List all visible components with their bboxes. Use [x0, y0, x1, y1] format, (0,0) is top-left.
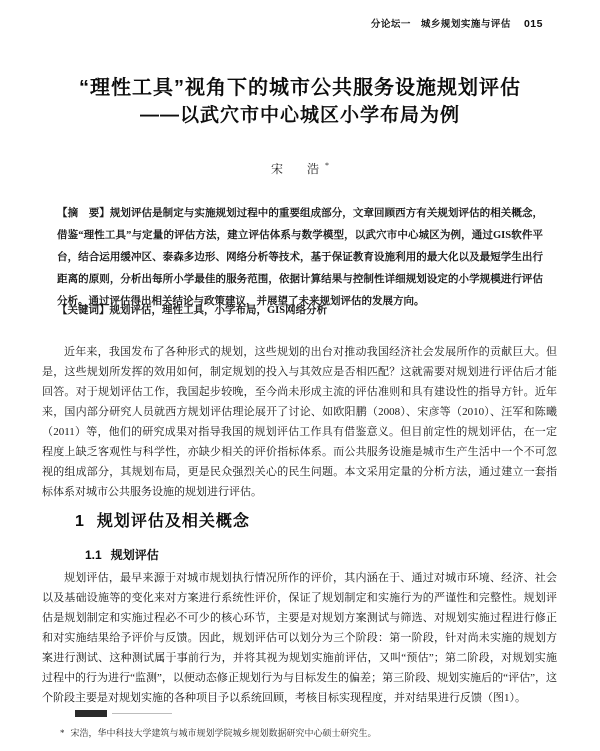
- section-title: 规划评估及相关概念: [96, 513, 250, 530]
- abstract: [57, 203, 543, 313]
- abstract-text: 规划评估是制定与实施规划过程中的重要组成部分，文章回顾西方有关规划评估的相关概念，借鉴“理性工具”与定量的评估方法，建立评估体系与数学模型，以武穴市中心城区为例，通过GIS软件平台，结合运用缓冲区、泰森多边形、网络分析等技术，基于保证教育设施利用的最大化以及最短学生出行距离的原则，分析出每所小学最佳的服务范围，依据计算结果与控制性详细规划设定的小学规模进行评估分析。通过评估得出相关结论与政策建议，并展望了未来规划评估的发展方向。: [57, 208, 544, 307]
- figure1-top-fragment: [75, 710, 107, 717]
- subsection-number: 1.1: [85, 548, 102, 562]
- subsection-heading-1-1: [85, 546, 159, 563]
- paper-title: [0, 74, 600, 130]
- keywords-text: 规划评估，理性工具，小学布局，GIS网络分析: [109, 305, 328, 316]
- footnote-marker: *: [60, 728, 65, 738]
- keywords: [57, 300, 543, 322]
- running-header: [371, 16, 543, 30]
- body-paragraph-2: 规划评估，最早来源于对城市规划执行情况所作的评价，其内涵在于、通过对城市环境、经济、社会以及基础设施等的变化来对方案进行系统性评价，保证了规划制定和实施行为的严谨性和完整性。规划评估是规划制定和实施过程必不可少的核心环节，主要是对规划方案测试与筛选、对规划实施过程进行修正和对实施结果给予评价与反馈。因此，规划评估可以划分为三个阶段：第一阶段，针对尚未实施的规划方案进行测试、这种测试属于事前行为，并将其视为规划实施前评估，又叫“预估”；第二阶段，对规划实施过程中的行为进行“监测”，以便动态修正规划行为与目标发生的偏差；第三阶段、规划实施后的“评估”，这个阶段主要是对规划实施的各种项目予以系统回顾，考核目标实现程度，并对结果进行反馈（图1）。: [42, 572, 557, 704]
- keywords-label: 【关键词】: [57, 305, 110, 316]
- section-heading-1: [75, 508, 250, 531]
- body-paragraph-1: 近年来，我国发布了各种形式的规划，这些规划的出台对推动我国经济社会发展所作的贡献巨大。但是，这些规划所发挥的效用如何，制定规划的投入与其效应是否相匹配？这就需要对规划进行评估后才能回答。对于规划评估工作，我国起步较晚，至今尚未形成主流的评估准则和具有建设性的指导方针。近年来，国内部分研究人员就西方规划评估理论展开了讨论、如欧阳鹏（2008）、宋彦等（2010）、汪军和陈曦（2011）等，他们的研究成果对指导我国的规划评估工作具有借鉴意义。但目前定性的规划评估，在一定程度上缺乏客观性与科学性，亦缺少相关的评价指标体系。而公共服务设施是城市生产生活中一个不可忽视的组成部分，其规划布局，更是民众强烈关心的民生问题。本文采用定量的分析方法，通过建立一套指标体系对城市公共服务设施的规划进行评估。: [42, 346, 557, 498]
- author-line: [0, 160, 600, 177]
- paper-title-line2: ——以武穴市中心城区小学布局为例: [139, 105, 460, 126]
- running-header-section: 分论坛一 城乡规划实施与评估: [370, 19, 511, 30]
- author-name: 宋 浩: [270, 162, 325, 176]
- page-number: 015: [523, 18, 543, 30]
- abstract-label: 【摘 要】: [57, 208, 110, 219]
- section-number: 1: [75, 513, 85, 530]
- figure1-fragment-line: [112, 713, 172, 714]
- author-footnote-mark: *: [325, 161, 329, 170]
- footnote: [60, 727, 540, 739]
- subsection-title: 规划评估: [110, 548, 159, 562]
- paper-title-line1: “理性工具”视角下的城市公共服务设施规划评估: [79, 77, 521, 99]
- footnote-text: 宋浩，华中科技大学建筑与城市规划学院城乡规划数据研究中心硕士研究生。: [70, 728, 377, 738]
